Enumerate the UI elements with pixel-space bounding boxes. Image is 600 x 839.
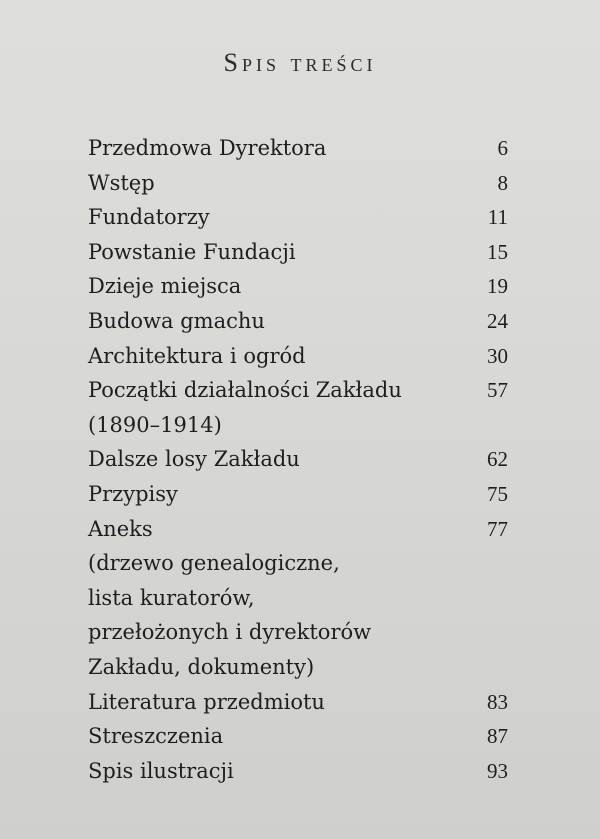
- toc-entry-title: Dzieje miejsca: [88, 274, 242, 299]
- toc-entry-page: 62: [487, 447, 508, 472]
- toc-entry-title: Literatura przedmiotu: [88, 689, 325, 714]
- toc-entry-page: 83: [487, 689, 508, 714]
- toc-entry: [88, 685, 508, 720]
- toc-entry-title: Fundatorzy: [88, 205, 210, 230]
- toc-entry-page: 75: [487, 481, 508, 506]
- toc-entry: [88, 512, 508, 685]
- toc-entry: [88, 166, 508, 201]
- toc-entry: [88, 477, 508, 512]
- table-of-contents: [88, 131, 508, 788]
- page-title: Spis treści: [223, 48, 377, 77]
- toc-entry-title: Przypisy: [88, 481, 178, 506]
- toc-entry-page: 19: [487, 274, 508, 299]
- toc-entry: [88, 269, 508, 304]
- toc-entry-page: 93: [487, 758, 508, 783]
- toc-entry-page: 11: [487, 205, 508, 230]
- toc-entry-page: 77: [487, 516, 508, 541]
- toc-entry-page: 15: [487, 239, 508, 264]
- toc-entry: [88, 442, 508, 477]
- toc-entry-title: Budowa gmachu: [88, 308, 265, 333]
- toc-entry-title: Architektura i ogród: [88, 343, 306, 368]
- toc-entry-title: Powstanie Fundacji: [88, 239, 296, 264]
- toc-entry: [88, 339, 508, 374]
- toc-entry-title: Aneks (drzewo genealogiczne, lista kuratorów, przełożonych i dyrektorów Zakładu, dokumenty): [88, 516, 372, 679]
- toc-entry-title: Spis ilustracji: [88, 758, 234, 783]
- toc-entry-title: Początki działalności Zakładu (1890–1914): [88, 378, 402, 437]
- toc-entry-page: 6: [497, 136, 508, 160]
- toc-entry: [88, 754, 508, 789]
- toc-entry: [88, 373, 508, 442]
- toc-entry: [88, 304, 508, 339]
- toc-entry: [88, 235, 508, 270]
- toc-entry: [88, 131, 508, 166]
- toc-entry-title: Dalsze losy Zakładu: [88, 447, 300, 472]
- toc-entry: [88, 719, 508, 754]
- toc-entry-page: 24: [487, 308, 508, 333]
- toc-entry-page: 30: [487, 343, 508, 368]
- toc-entry-title: Streszczenia: [88, 724, 224, 749]
- toc-entry-title: Wstęp: [88, 170, 155, 195]
- toc-entry-page: 57: [487, 378, 508, 403]
- toc-entry-page: 87: [487, 724, 508, 749]
- toc-entry: [88, 200, 508, 235]
- toc-entry-page: 8: [497, 170, 508, 195]
- toc-entry-title: Przedmowa Dyrektora: [88, 136, 327, 160]
